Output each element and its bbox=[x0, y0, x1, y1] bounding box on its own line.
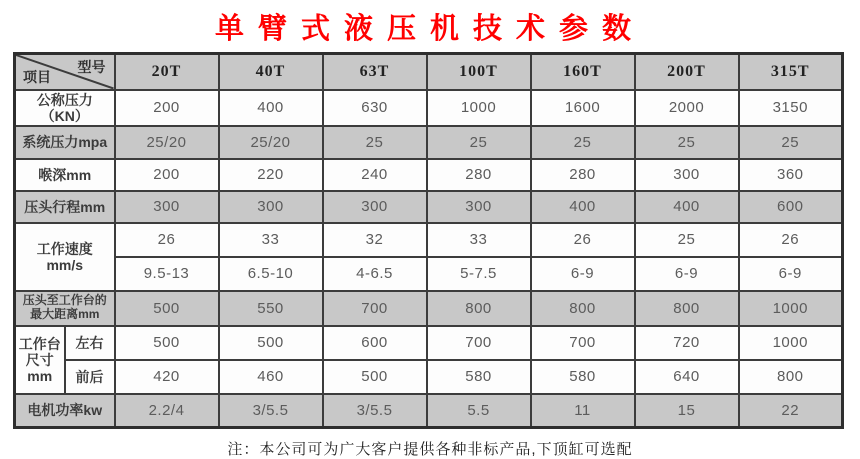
value-cell: 25 bbox=[531, 126, 635, 159]
value-cell: 550 bbox=[219, 291, 323, 326]
value-cell: 200 bbox=[115, 159, 219, 191]
value-cell: 630 bbox=[323, 90, 427, 126]
value-cell: 25/20 bbox=[115, 126, 219, 159]
value-cell: 800 bbox=[635, 291, 739, 326]
value-cell: 580 bbox=[531, 360, 635, 394]
row-label-ram-stroke: 压头行程mm bbox=[15, 191, 115, 223]
column-header-160t: 160T bbox=[531, 54, 635, 90]
row-label-throat-depth: 喉深mm bbox=[15, 159, 115, 191]
value-cell: 25 bbox=[635, 223, 739, 257]
value-cell: 6-9 bbox=[635, 257, 739, 291]
column-header-20t: 20T bbox=[115, 54, 219, 90]
spec-table bbox=[13, 52, 844, 429]
work-speed-unit: mm/s bbox=[46, 256, 84, 273]
value-cell: 220 bbox=[219, 159, 323, 191]
row-nominal-pressure bbox=[15, 90, 843, 126]
row-label-nominal-pressure: 公称压力（KN） bbox=[15, 90, 115, 126]
value-cell: 500 bbox=[115, 326, 219, 360]
value-cell: 460 bbox=[219, 360, 323, 394]
value-cell: 33 bbox=[219, 223, 323, 257]
value-cell: 25/20 bbox=[219, 126, 323, 159]
value-cell: 33 bbox=[427, 223, 531, 257]
value-cell: 25 bbox=[635, 126, 739, 159]
value-cell: 500 bbox=[115, 291, 219, 326]
value-cell: 800 bbox=[531, 291, 635, 326]
corner-item-label: 项目 bbox=[23, 68, 51, 85]
value-cell: 1600 bbox=[531, 90, 635, 126]
row-label-system-pressure: 系统压力mpa bbox=[15, 126, 115, 159]
row-label-motor-power: 电机功率kw bbox=[15, 394, 115, 428]
value-cell: 1000 bbox=[427, 90, 531, 126]
value-cell: 22 bbox=[739, 394, 843, 428]
value-cell: 2000 bbox=[635, 90, 739, 126]
value-cell: 5-7.5 bbox=[427, 257, 531, 291]
value-cell: 26 bbox=[739, 223, 843, 257]
row-label-work-speed bbox=[15, 223, 115, 291]
value-cell: 300 bbox=[323, 191, 427, 223]
column-header-100t: 100T bbox=[427, 54, 531, 90]
value-cell: 25 bbox=[739, 126, 843, 159]
row-work-speed-fast bbox=[15, 223, 843, 257]
column-header-315t: 315T bbox=[739, 54, 843, 90]
worktable-label-line1: 工作台 bbox=[18, 335, 61, 352]
value-cell: 400 bbox=[531, 191, 635, 223]
corner-cell bbox=[15, 54, 115, 90]
value-cell: 500 bbox=[219, 326, 323, 360]
value-cell: 720 bbox=[635, 326, 739, 360]
value-cell: 280 bbox=[427, 159, 531, 191]
row-ram-stroke bbox=[15, 191, 843, 223]
row-label-max-daylight bbox=[15, 291, 115, 326]
value-cell: 420 bbox=[115, 360, 219, 394]
value-cell: 640 bbox=[635, 360, 739, 394]
value-cell: 26 bbox=[115, 223, 219, 257]
value-cell: 240 bbox=[323, 159, 427, 191]
value-cell: 9.5-13 bbox=[115, 257, 219, 291]
value-cell: 2.2/4 bbox=[115, 394, 219, 428]
corner-model-label: 型号 bbox=[77, 59, 106, 75]
value-cell: 3/5.5 bbox=[219, 394, 323, 428]
spec-sheet bbox=[0, 6, 860, 458]
value-cell: 200 bbox=[115, 90, 219, 126]
value-cell: 300 bbox=[427, 191, 531, 223]
value-cell: 15 bbox=[635, 394, 739, 428]
value-cell: 6.5-10 bbox=[219, 257, 323, 291]
value-cell: 25 bbox=[427, 126, 531, 159]
value-cell: 3150 bbox=[739, 90, 843, 126]
value-cell: 6-9 bbox=[739, 257, 843, 291]
column-header-40t: 40T bbox=[219, 54, 323, 90]
row-worktable-fb bbox=[15, 360, 843, 394]
worktable-label-line3: mm bbox=[27, 367, 53, 384]
value-cell: 800 bbox=[739, 360, 843, 394]
row-worktable-lr bbox=[15, 326, 843, 360]
value-cell: 500 bbox=[323, 360, 427, 394]
value-cell: 600 bbox=[323, 326, 427, 360]
value-cell: 300 bbox=[219, 191, 323, 223]
value-cell: 32 bbox=[323, 223, 427, 257]
value-cell: 1000 bbox=[739, 291, 843, 326]
value-cell: 800 bbox=[427, 291, 531, 326]
value-cell: 11 bbox=[531, 394, 635, 428]
value-cell: 600 bbox=[739, 191, 843, 223]
max-daylight-label-line2: 最大距离mm bbox=[30, 307, 100, 322]
work-speed-label: 工作速度 bbox=[36, 240, 93, 257]
value-cell: 700 bbox=[323, 291, 427, 326]
value-cell: 360 bbox=[739, 159, 843, 191]
sub-label-left-right: 左右 bbox=[65, 326, 115, 360]
row-motor-power bbox=[15, 394, 843, 428]
column-header-63t: 63T bbox=[323, 54, 427, 90]
value-cell: 5.5 bbox=[427, 394, 531, 428]
value-cell: 400 bbox=[219, 90, 323, 126]
row-max-daylight bbox=[15, 291, 843, 326]
row-system-pressure bbox=[15, 126, 843, 159]
value-cell: 26 bbox=[531, 223, 635, 257]
value-cell: 6-9 bbox=[531, 257, 635, 291]
value-cell: 300 bbox=[635, 159, 739, 191]
sub-label-front-back: 前后 bbox=[65, 360, 115, 394]
value-cell: 1000 bbox=[739, 326, 843, 360]
value-cell: 280 bbox=[531, 159, 635, 191]
row-label-worktable-size bbox=[15, 326, 65, 394]
value-cell: 4-6.5 bbox=[323, 257, 427, 291]
value-cell: 700 bbox=[531, 326, 635, 360]
max-daylight-label-line1: 压头至工作台的 bbox=[22, 293, 107, 308]
value-cell: 300 bbox=[115, 191, 219, 223]
header-row bbox=[15, 54, 843, 90]
column-header-200t: 200T bbox=[635, 54, 739, 90]
footnote: 注：本公司可为广大客户提供各种非标产品,下顶缸可选配 bbox=[227, 441, 633, 459]
worktable-label-line2: 尺寸 bbox=[25, 351, 54, 368]
row-throat-depth bbox=[15, 159, 843, 191]
value-cell: 25 bbox=[323, 126, 427, 159]
value-cell: 700 bbox=[427, 326, 531, 360]
value-cell: 580 bbox=[427, 360, 531, 394]
page-title: 单臂式液压机技术参数 bbox=[214, 13, 645, 45]
value-cell: 400 bbox=[635, 191, 739, 223]
value-cell: 3/5.5 bbox=[323, 394, 427, 428]
row-work-speed-slow bbox=[15, 257, 843, 291]
